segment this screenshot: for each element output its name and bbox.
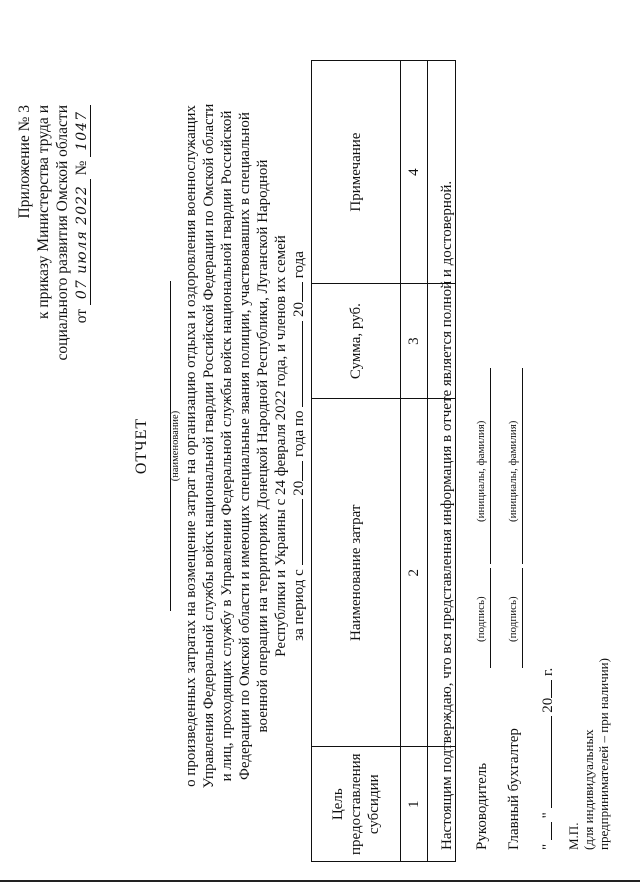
from-label: от [73,308,90,324]
attachment-line-3: социального развития Омской области [54,105,71,361]
date-quote-close: " [540,812,556,819]
date-line [540,668,557,850]
attachment-line-2: к приказу Министерства труда и [35,105,52,320]
mp-line-2: (для индивидуальных [581,729,596,850]
attachment-line-1: Приложение № 3 [16,105,33,219]
mp-line-3: предпринимателей – при наличии) [596,658,611,850]
description-line: Республики и Украины с 24 февраля 2022 года, и членов их семей [273,235,289,657]
accountant-label: Главный бухгалтер [506,728,522,850]
confirm-text: Настоящим подтверждаю, что вся представленная информация в отчете является полной и достоверной. [439,180,455,850]
mp-line-1: М.П. [566,822,581,850]
accountant-initials-line [522,368,523,564]
head-signature-line [490,568,491,668]
report-description [182,0,308,892]
accountant-signature-line [522,568,523,668]
accountant-initials-caption: (инициалы, фамилия) [507,420,519,522]
date-year-suffix: г. [540,667,556,676]
description-line: Управления Федеральной службы войск национальной гвардии Российской Федерации по Омской области [201,103,217,789]
description-line: военной операции на территориях Донецкой Народной Республики, Луганской Народной [255,159,271,733]
number-label: № [73,160,90,176]
description-line: и лиц, проходящих службу в Управлении Федеральной службы войск национальной гвардии Российской [219,110,235,782]
description-line: о произведенных затратах на возмещение затрат на организацию отдыха и оздоровления военнослужащих [183,105,199,787]
header-cost-name: Наименование затрат [312,399,401,747]
col-number: 2 [401,399,428,747]
period-line [290,0,308,892]
date-year-prefix: 20 [540,697,556,713]
header-amount: Сумма, руб. [312,284,401,399]
handwritten-number: 1047 [74,105,91,157]
header-note: Примечание [312,61,401,284]
period-suffix: года [291,251,307,279]
name-caption: (наименование) [170,410,181,482]
period-year-2: 20 [291,302,307,318]
head-initials-caption: (инициалы, фамилия) [475,420,487,522]
table-number-row [401,61,428,862]
handwritten-date: 07 июля 2022 [74,179,91,305]
head-label: Руководитель [474,762,490,850]
description-line: Федерации по Омской области и имеющих специальные звания полиции, участвовавших в специальной [237,112,253,780]
report-table [311,60,456,862]
col-number: 4 [401,61,428,284]
head-signature-caption: (подпись) [475,596,487,642]
date-quote-open: " [540,843,556,850]
period-year-1: 20 [291,480,307,496]
period-middle: года по [291,410,307,457]
col-number: 1 [401,747,428,862]
report-title: ОТЧЕТ [133,417,150,475]
header-purpose: Цель предоставления субсидии [312,747,401,862]
attachment-date-line [72,105,92,360]
period-prefix: за период с [291,569,307,641]
table-header-row [312,61,401,862]
attachment-header [15,105,92,360]
col-number: 3 [401,284,428,399]
head-initials-line [490,368,491,564]
accountant-signature-caption: (подпись) [507,596,519,642]
